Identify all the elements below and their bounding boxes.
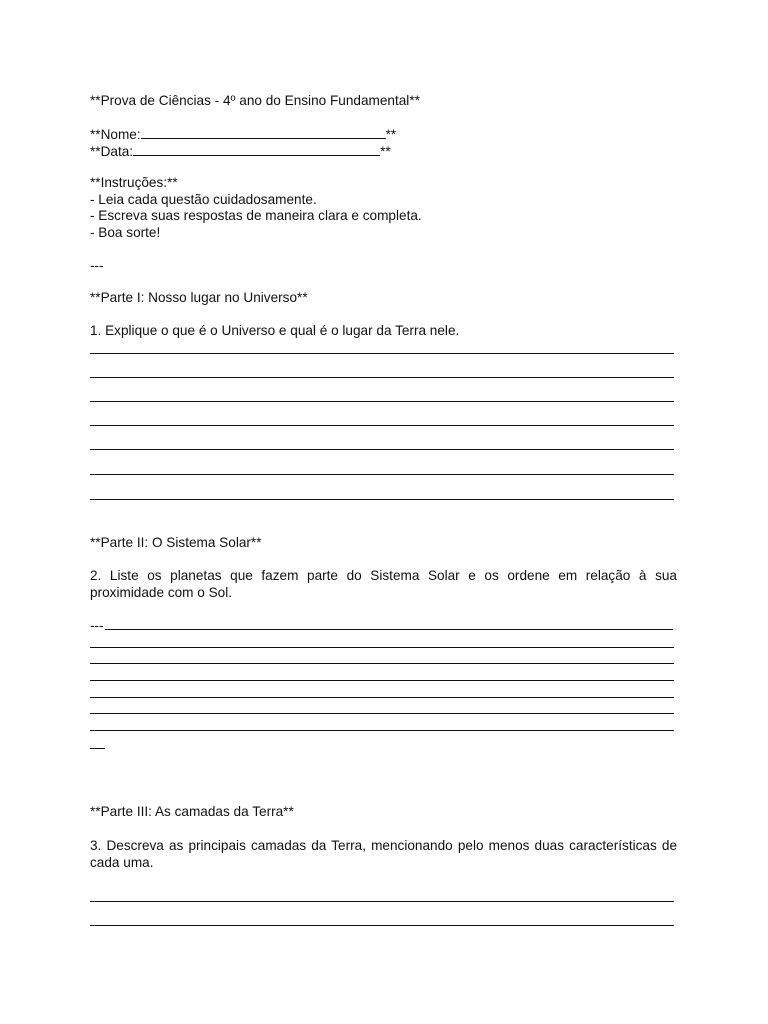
part1-heading: **Parte I: Nosso lugar no Universo** bbox=[90, 290, 308, 305]
answer-line-q2-first[interactable] bbox=[90, 617, 673, 634]
answer-line-q1[interactable] bbox=[90, 499, 674, 500]
answer-prefix: --- bbox=[90, 618, 104, 633]
date-field bbox=[90, 142, 391, 160]
answer-line-q1[interactable] bbox=[90, 401, 674, 402]
answer-line-q1[interactable] bbox=[90, 377, 674, 378]
answer-line-q2-end[interactable] bbox=[90, 748, 105, 749]
instruction-item: - Boa sorte! bbox=[90, 225, 161, 240]
answer-line-q2[interactable] bbox=[90, 697, 674, 698]
date-label: **Data: bbox=[90, 144, 134, 159]
answer-line-q2[interactable] bbox=[90, 730, 674, 731]
question-2: 2. Liste os planetas que fazem parte do Sistema Solar e os ordene em relação à sua proximidade com o Sol. bbox=[90, 568, 677, 600]
answer-line-q1[interactable] bbox=[90, 353, 674, 354]
answer-line-q2[interactable] bbox=[90, 713, 674, 714]
answer-line-q3[interactable] bbox=[90, 925, 674, 926]
exam-title: **Prova de Ciências - 4º ano do Ensino Fundamental** bbox=[90, 93, 420, 108]
name-label: **Nome: bbox=[90, 127, 141, 142]
answer-line-q2[interactable] bbox=[90, 663, 674, 664]
answer-blank[interactable] bbox=[105, 617, 673, 630]
part3-heading: **Parte III: As camadas da Terra** bbox=[90, 804, 294, 819]
date-suffix: ** bbox=[380, 144, 391, 159]
answer-line-q1[interactable] bbox=[90, 425, 674, 426]
answer-line-q2[interactable] bbox=[90, 647, 674, 648]
part2-heading: **Parte II: O Sistema Solar** bbox=[90, 535, 262, 550]
name-field bbox=[90, 125, 396, 143]
answer-line-q3[interactable] bbox=[90, 901, 674, 902]
instruction-item: - Escreva suas respostas de maneira clara e completa. bbox=[90, 208, 422, 223]
question-3: 3. Descreva as principais camadas da Terra, mencionando pelo menos duas características de cada uma. bbox=[90, 838, 677, 870]
name-blank[interactable] bbox=[141, 125, 386, 139]
name-suffix: ** bbox=[385, 127, 397, 142]
instructions-heading: **Instruções:** bbox=[90, 175, 178, 190]
answer-line-q1[interactable] bbox=[90, 474, 674, 475]
instruction-item: - Leia cada questão cuidadosamente. bbox=[90, 192, 317, 207]
section-separator: --- bbox=[90, 258, 104, 273]
question-1: 1. Explique o que é o Universo e qual é o lugar da Terra nele. bbox=[90, 323, 460, 338]
date-blank[interactable] bbox=[133, 142, 380, 156]
answer-line-q2[interactable] bbox=[90, 680, 674, 681]
answer-line-q1[interactable] bbox=[90, 449, 674, 450]
